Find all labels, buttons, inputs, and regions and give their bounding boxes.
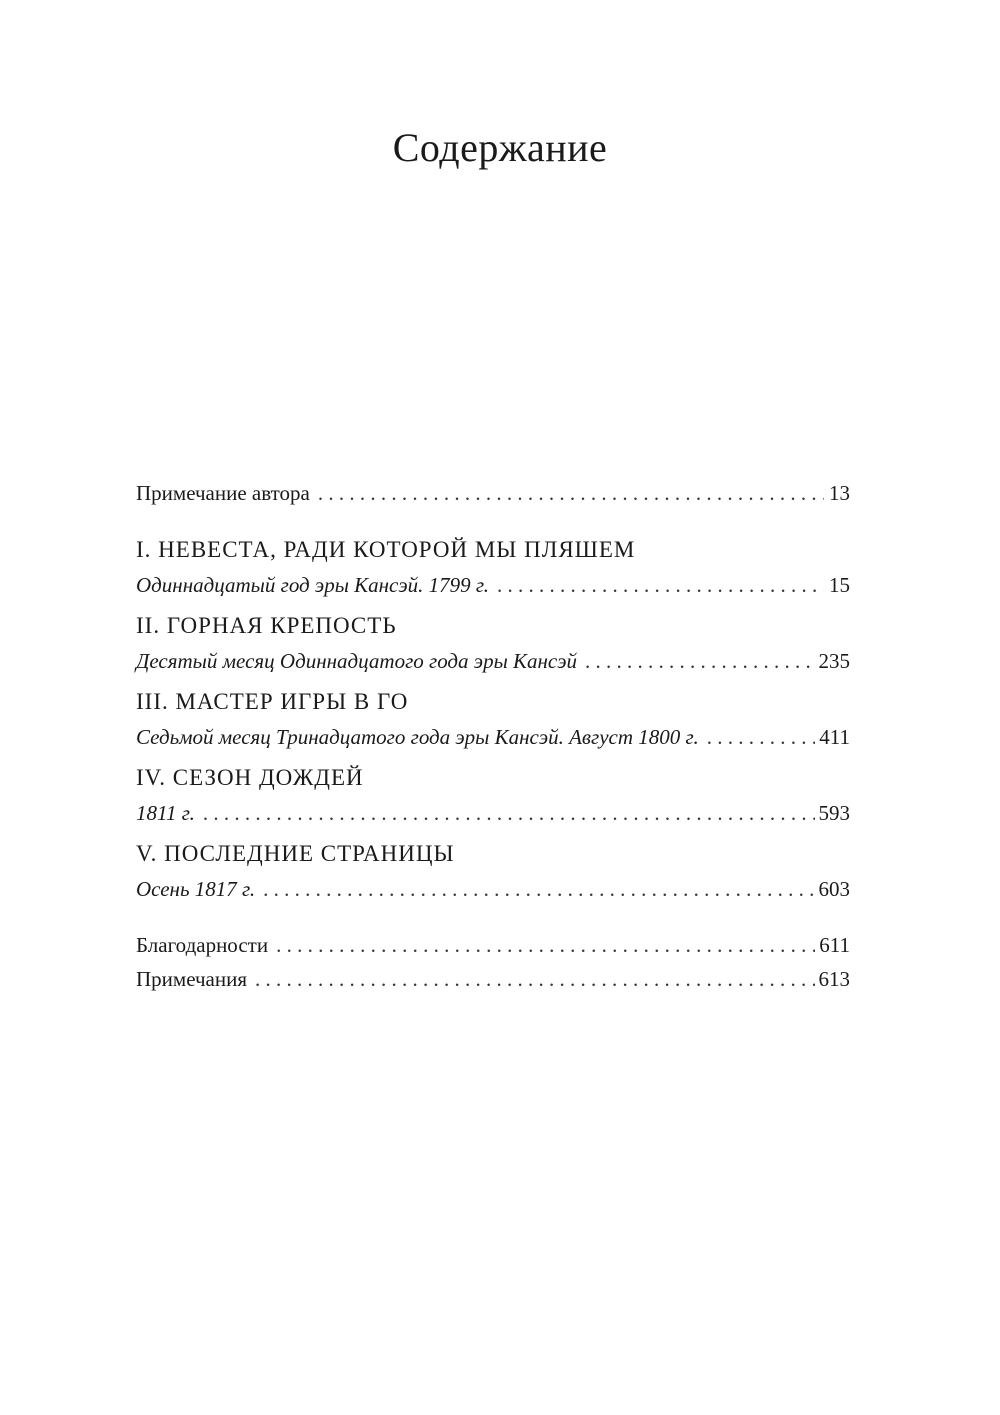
- toc-part-2: [136, 608, 850, 678]
- part-heading[interactable]: II. ГОРНАЯ КРЕПОСТЬ: [136, 613, 397, 638]
- toc-part-5: [136, 836, 850, 906]
- toc-entry-part-3[interactable]: [136, 720, 850, 754]
- dot-leader: [263, 872, 814, 906]
- page-title: Содержание: [392, 125, 608, 170]
- toc-entry-part-4[interactable]: [136, 796, 850, 830]
- part-heading[interactable]: V. ПОСЛЕДНИЕ СТРАНИЦЫ: [136, 841, 455, 866]
- toc-part-1: [136, 532, 850, 602]
- toc-entry-author-note[interactable]: [136, 476, 850, 510]
- part-subtitle: Осень 1817 г.: [136, 877, 256, 901]
- toc-entry-label: Благодарности: [136, 933, 269, 957]
- toc-entry-part-1[interactable]: [136, 568, 850, 602]
- part-heading[interactable]: III. МАСТЕР ИГРЫ В ГО: [136, 689, 409, 714]
- toc-page-number: 13: [829, 481, 850, 505]
- toc-entry-part-5[interactable]: [136, 872, 850, 906]
- part-subtitle: Одиннадцатый год эры Кансэй. 1799 г.: [136, 573, 490, 597]
- dot-leader: [276, 928, 815, 962]
- dot-leader: [707, 720, 816, 754]
- dot-leader: [255, 962, 814, 996]
- toc-page-number: 611: [819, 933, 850, 957]
- toc-page-number: 613: [818, 967, 850, 991]
- toc-page-number: 15: [829, 573, 850, 597]
- toc-entry-notes[interactable]: [136, 962, 850, 996]
- dot-leader: [318, 476, 824, 510]
- dot-leader: [497, 568, 824, 602]
- dot-leader: [585, 644, 815, 678]
- part-subtitle: Десятый месяц Одиннадцатого года эры Кансэй: [136, 649, 577, 673]
- toc-page-number: 235: [818, 649, 850, 673]
- part-heading[interactable]: IV. СЕЗОН ДОЖДЕЙ: [136, 765, 364, 790]
- toc-entry-acknowledgements[interactable]: [136, 928, 850, 962]
- toc-entry-label: Примечание автора: [136, 481, 310, 505]
- toc-page-number: 603: [818, 877, 850, 901]
- toc-part-4: [136, 760, 850, 830]
- toc-part-3: [136, 684, 850, 754]
- dot-leader: [203, 796, 815, 830]
- toc-entry-label: Примечания: [136, 967, 248, 991]
- part-heading[interactable]: I. НЕВЕСТА, РАДИ КОТОРОЙ МЫ ПЛЯШЕМ: [136, 537, 636, 562]
- toc-entry-part-2[interactable]: [136, 644, 850, 678]
- part-subtitle: Седьмой месяц Тринадцатого года эры Кансэй. Август 1800 г.: [136, 725, 699, 749]
- toc-page-number: 593: [818, 801, 850, 825]
- part-subtitle: 1811 г.: [136, 801, 195, 825]
- table-of-contents: [136, 476, 850, 996]
- toc-page-number: 411: [819, 725, 850, 749]
